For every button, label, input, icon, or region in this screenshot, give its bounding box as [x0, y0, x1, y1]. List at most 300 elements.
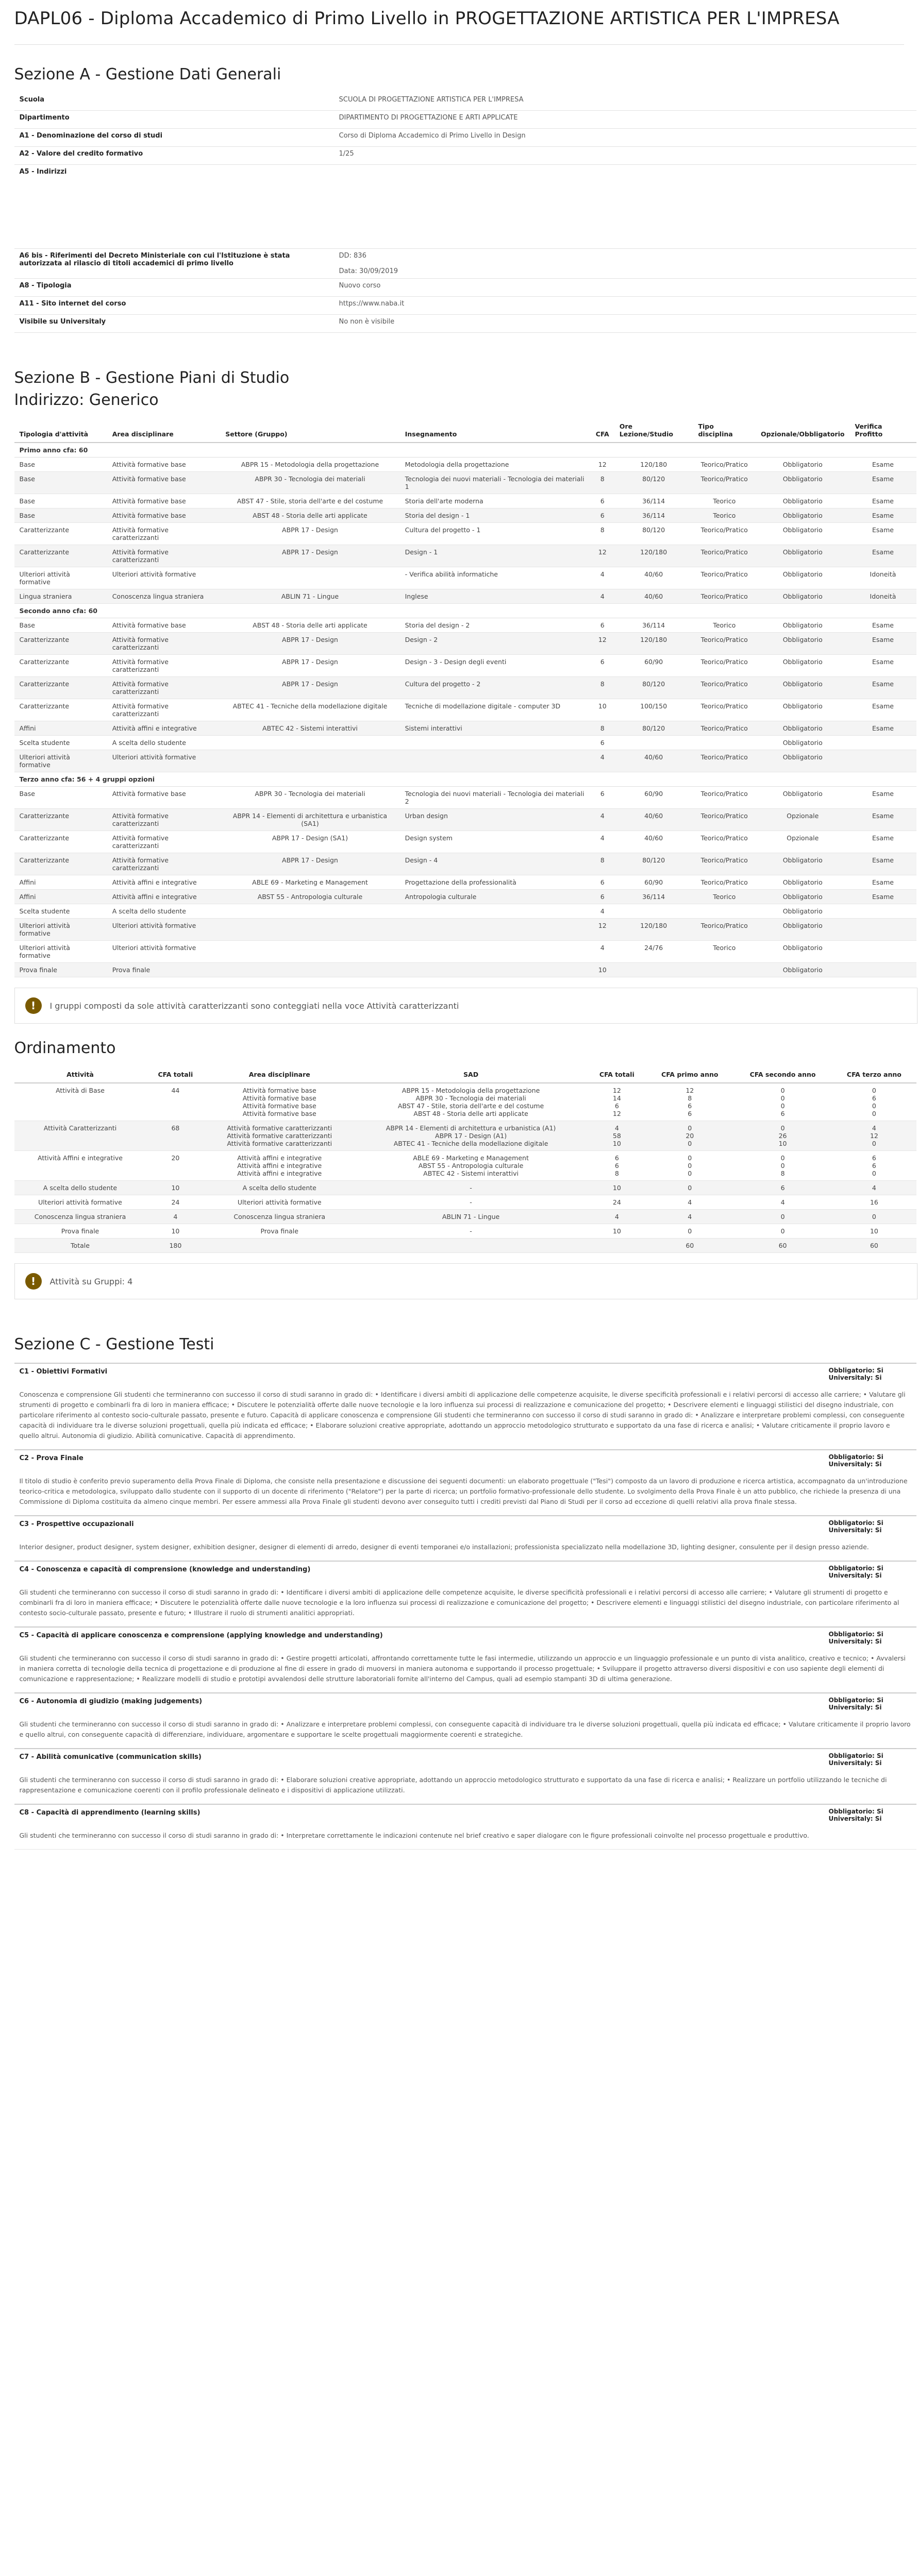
table-cell: 4 — [733, 1195, 832, 1210]
year-group-label: Secondo anno cfa: 60 — [14, 604, 916, 618]
table-cell: 8 — [591, 523, 614, 545]
table-cell: 4 — [146, 1210, 205, 1224]
table-cell — [220, 736, 399, 750]
table-row — [14, 1151, 916, 1181]
table-cell: 6 — [591, 890, 614, 904]
column-header: Area disciplinare — [205, 1066, 354, 1083]
table-cell: Ulteriori attività formative — [107, 941, 221, 963]
table-cell: Caratterizzante — [14, 655, 107, 677]
column-header: Insegnamento — [400, 418, 591, 443]
table-cell — [220, 941, 399, 963]
table-cell: 0 20 0 — [646, 1121, 733, 1151]
table-cell: Attività formative base — [107, 457, 221, 472]
table-cell: 120/180 — [614, 457, 693, 472]
table-cell: 12 — [591, 919, 614, 941]
text-item-body: Interior designer, product designer, system designer, exhibition designer, designer di elementi di arredo, designer di eventi temporanei e/o installazioni; professionista specializzato nella modellazione 3D, lighting designer, consulente per il design presso aziende. — [14, 1537, 916, 1561]
table-cell: Base — [14, 457, 107, 472]
table-cell: Obbligatorio — [756, 890, 849, 904]
year-group-row — [14, 772, 916, 787]
table-cell: Obbligatorio — [756, 904, 849, 919]
table-cell: 8 — [591, 853, 614, 875]
table-cell: Attività formative base — [107, 787, 221, 809]
text-item-flags: Obbligatorio: Si Universitaly: Si — [824, 1516, 916, 1537]
table-cell: 4 — [588, 1210, 646, 1224]
text-item-flags: Obbligatorio: Si Universitaly: Si — [824, 1693, 916, 1714]
table-cell: Obbligatorio — [756, 589, 849, 604]
table-row — [14, 963, 916, 977]
table-cell: 20 — [146, 1151, 205, 1181]
table-cell: Esame — [849, 853, 916, 875]
general-data-value: 1/25 — [334, 147, 916, 165]
section-a-table — [14, 93, 916, 333]
table-cell: Teorico — [693, 494, 756, 509]
table-cell: Teorico/Pratico — [693, 523, 756, 545]
table-cell — [400, 750, 591, 772]
table-cell: Attività affini e integrative — [107, 890, 221, 904]
general-data-value: DIPARTIMENTO DI PROGETTAZIONE E ARTI APPLICATE — [334, 111, 916, 129]
year-group-row — [14, 604, 916, 618]
table-cell: A scelta dello studente — [205, 1181, 354, 1195]
table-cell: 6 — [591, 655, 614, 677]
table-cell: Obbligatorio — [756, 472, 849, 494]
table-cell: Storia del design - 2 — [400, 618, 591, 633]
general-data-row — [14, 147, 916, 165]
table-cell: 10 — [832, 1224, 916, 1239]
table-cell — [400, 736, 591, 750]
table-cell: 16 — [832, 1195, 916, 1210]
warning-icon: ! — [25, 997, 42, 1014]
table-row — [14, 567, 916, 589]
table-cell: Teorico/Pratico — [693, 831, 756, 853]
table-cell — [205, 1239, 354, 1253]
text-item-body: Gli studenti che termineranno con successo il corso di studi saranno in grado di: • Elaborare soluzioni creative appropriate, adottando un approccio metodologico strutturato e supportato da una fase di ricerca e analisi; • Realizzare un portfolio utilizzando le tecniche di rappresentazione e comunicazione coerenti con il profilo professionale delineato e i dispositivi di applicazione utilizzati. — [14, 1770, 916, 1804]
table-cell: Esame — [849, 457, 916, 472]
table-cell: Teorico/Pratico — [693, 787, 756, 809]
table-cell: Caratterizzante — [14, 523, 107, 545]
table-cell: Obbligatorio — [756, 545, 849, 567]
table-cell: 0 — [733, 1224, 832, 1239]
table-cell: Opzionale — [756, 809, 849, 831]
table-cell: Teorico/Pratico — [693, 677, 756, 699]
table-cell: Esame — [849, 875, 916, 890]
table-cell: ABPR 14 - Elementi di architettura e urbanistica (SA1) — [220, 809, 399, 831]
table-cell: Attività formative base — [107, 618, 221, 633]
text-item-header-row — [14, 1627, 916, 1648]
table-cell — [354, 1239, 588, 1253]
table-cell: 60/90 — [614, 875, 693, 890]
year-group-row — [14, 443, 916, 457]
text-item-body: Conoscenza e comprensione Gli studenti che termineranno con successo il corso di studi saranno in grado di: • Identificare i diversi ambiti di applicazione delle competenze acquisite, le diverse specificità professionali e i relativi percorsi di accesso alle carriere; • Valutare gli strumenti di progetto e combinarli fra di loro in maniera efficace; • Discutere le potenzialità offerte dalle nuove tecnologie e la loro influenza sui processi di realizzazione e comunicazione del progetto; • Descrivere elementi e linguaggi stilistici del disegno industriale, con particolare riferimento al contesto socio-culturale passato, presente e futuro. Capacità di applicare conoscenza e comprensione Gli studenti che termineranno con successo il corso di studi saranno in grado di: • Analizzare e interpretare problemi complessi, con conseguente capacità di individuare tra le diverse soluzioni progettuali, quella più indicata ed efficace; • Elaborare soluzioni creative appropriate, adottando un approccio metodologico strutturato e supportato da una fase di ricerca e analisi; • Valutare criticamente il proprio lavoro e quello altrui. Autonomia di giudizio. Abilità comunicative. Capacità di apprendimento. — [14, 1384, 916, 1450]
table-cell: Conoscenza lingua straniera — [14, 1210, 146, 1224]
general-data-key: A11 - Sito internet del corso — [14, 297, 334, 315]
table-cell — [614, 963, 693, 977]
section-c-heading: Sezione C - Gestione Testi — [14, 1335, 214, 1353]
table-cell: - — [354, 1181, 588, 1195]
general-data-row — [14, 129, 916, 147]
section-b-heading: Sezione B - Gestione Piani di Studio — [14, 369, 290, 387]
table-cell: Cultura del progetto - 1 — [400, 523, 591, 545]
table-cell: 80/120 — [614, 523, 693, 545]
table-cell: Esame — [849, 633, 916, 655]
table-cell: Storia del design - 1 — [400, 509, 591, 523]
table-cell: 80/120 — [614, 853, 693, 875]
table-cell: Ulteriori attività formative — [14, 919, 107, 941]
table-cell: Ulteriori attività formative — [107, 919, 221, 941]
table-cell: Conoscenza lingua straniera — [205, 1210, 354, 1224]
table-cell: Attività formative caratterizzanti — [107, 633, 221, 655]
year-group-label: Terzo anno cfa: 56 + 4 gruppi opzioni — [14, 772, 916, 787]
table-cell — [400, 963, 591, 977]
table-cell: Antropologia culturale — [400, 890, 591, 904]
table-cell: 12 14 6 12 — [588, 1083, 646, 1121]
text-item-body-row — [14, 1825, 916, 1850]
table-cell: ABST 48 - Storia delle arti applicate — [220, 618, 399, 633]
table-cell: Obbligatorio — [756, 736, 849, 750]
table-cell: ABPR 17 - Design — [220, 523, 399, 545]
table-cell: ABTEC 41 - Tecniche della modellazione digitale — [220, 699, 399, 721]
table-row — [14, 736, 916, 750]
table-cell: ABLIN 71 - Lingue — [354, 1210, 588, 1224]
table-row — [14, 750, 916, 772]
text-item-header-row — [14, 1516, 916, 1537]
table-cell: 80/120 — [614, 721, 693, 736]
text-item-title: C8 - Capacità di apprendimento (learning skills) — [14, 1804, 824, 1825]
text-item-body-row — [14, 1770, 916, 1804]
table-cell: Ulteriori attività formative — [14, 941, 107, 963]
table-cell: 10 — [591, 963, 614, 977]
general-data-key: A2 - Valore del credito formativo — [14, 147, 334, 165]
table-cell: Teorico/Pratico — [693, 875, 756, 890]
groups-notice-text: I gruppi composti da sole attività caratterizzanti sono conteggiati nella voce Attività caratterizzanti — [49, 1001, 459, 1011]
table-cell: Obbligatorio — [756, 919, 849, 941]
table-cell: Base — [14, 494, 107, 509]
table-cell: Design - 3 - Design degli eventi — [400, 655, 591, 677]
table-cell: Ulteriori attività formative — [107, 567, 221, 589]
table-cell — [400, 919, 591, 941]
table-cell: 8 — [591, 472, 614, 494]
table-cell: Esame — [849, 721, 916, 736]
table-cell: Affini — [14, 890, 107, 904]
general-data-key: A8 - Tipologia — [14, 279, 334, 297]
table-cell: ABPR 17 - Design — [220, 545, 399, 567]
general-data-key: Dipartimento — [14, 111, 334, 129]
table-cell: 60 — [733, 1239, 832, 1253]
table-cell: 36/114 — [614, 509, 693, 523]
table-cell: Esame — [849, 809, 916, 831]
table-cell: 4 — [591, 831, 614, 853]
table-cell: Attività formative caratterizzanti — [107, 809, 221, 831]
table-cell: Totale — [14, 1239, 146, 1253]
table-cell: Teorico/Pratico — [693, 545, 756, 567]
warning-icon: ! — [25, 1273, 42, 1290]
table-cell: ABPR 17 - Design — [220, 853, 399, 875]
text-item-title: C6 - Autonomia di giudizio (making judgements) — [14, 1693, 824, 1714]
table-cell — [849, 919, 916, 941]
text-item-title: C7 - Abilità comunicative (communication skills) — [14, 1749, 824, 1770]
text-item-title: C5 - Capacità di applicare conoscenza e comprensione (applying knowledge and understanding) — [14, 1627, 824, 1648]
year-group-label: Primo anno cfa: 60 — [14, 443, 916, 457]
text-item-flags: Obbligatorio: Si Universitaly: Si — [824, 1450, 916, 1471]
table-cell: Esame — [849, 494, 916, 509]
table-cell: 40/60 — [614, 831, 693, 853]
table-cell: Esame — [849, 677, 916, 699]
text-item-body-row — [14, 1471, 916, 1516]
text-item-body: Gli studenti che termineranno con successo il corso di studi saranno in grado di: • Gestire progetti articolati, affrontando correttamente tutte le fasi intermedie, utilizzando un approccio e un linguaggio professionale e un punto di vista analitico, creativo e tecnico; • Avvalersi in maniera corretta di tecnologie della tecnica di progettazione e di produzione al fine di essere in grado di muoversi in maniera autonoma e supportando il processo progettuale; • Sviluppare il progetto attraverso diversi dispositivi e con uso sapiente degli elementi di comunicazione e rappresentazione; • Realizzare modelli di studio e prototipi avvalendosi delle strutture laboratoriali fornite all'interno del Campus, quali ad esempio stampanti 3D di ultima generazione. — [14, 1648, 916, 1693]
table-cell: 180 — [146, 1239, 205, 1253]
table-cell: ABST 55 - Antropologia culturale — [220, 890, 399, 904]
table-cell: 12 — [591, 633, 614, 655]
table-cell: Teorico/Pratico — [693, 919, 756, 941]
table-row — [14, 457, 916, 472]
table-cell: Teorico/Pratico — [693, 809, 756, 831]
column-header: CFA primo anno — [646, 1066, 733, 1083]
table-cell: 4 — [591, 567, 614, 589]
table-cell: 24/76 — [614, 941, 693, 963]
table-row — [14, 721, 916, 736]
table-cell: - Verifica abilità informatiche — [400, 567, 591, 589]
table-cell: Urban design — [400, 809, 591, 831]
table-cell: ABPR 30 - Tecnologia dei materiali — [220, 472, 399, 494]
table-cell: Prova finale — [14, 1224, 146, 1239]
table-cell: Ulteriori attività formative — [14, 1195, 146, 1210]
table-cell — [849, 736, 916, 750]
table-cell: Teorico — [693, 509, 756, 523]
table-cell: 36/114 — [614, 890, 693, 904]
table-cell: Esame — [849, 787, 916, 809]
table-row — [14, 633, 916, 655]
table-cell: Obbligatorio — [756, 787, 849, 809]
table-cell: 40/60 — [614, 567, 693, 589]
table-cell: 68 — [146, 1121, 205, 1151]
table-cell: Obbligatorio — [756, 963, 849, 977]
table-cell: Attività formative caratterizzanti — [107, 655, 221, 677]
section-a-heading: Sezione A - Gestione Dati Generali — [14, 65, 281, 83]
table-cell — [693, 736, 756, 750]
table-cell: Design system — [400, 831, 591, 853]
table-cell: ABST 48 - Storia delle arti applicate — [220, 509, 399, 523]
table-row — [14, 677, 916, 699]
table-cell: Base — [14, 472, 107, 494]
table-cell — [693, 963, 756, 977]
table-cell: 120/180 — [614, 545, 693, 567]
column-header: CFA terzo anno — [832, 1066, 916, 1083]
text-item-header-row — [14, 1363, 916, 1384]
table-cell: 10 — [146, 1181, 205, 1195]
table-cell: Design - 4 — [400, 853, 591, 875]
table-cell: Tecniche di modellazione digitale - computer 3D — [400, 699, 591, 721]
table-cell: Teorico/Pratico — [693, 721, 756, 736]
table-cell: 44 — [146, 1083, 205, 1121]
general-data-row — [14, 315, 916, 333]
table-cell: Teorico — [693, 618, 756, 633]
text-item-body-row — [14, 1582, 916, 1627]
table-row — [14, 831, 916, 853]
table-cell: 100/150 — [614, 699, 693, 721]
text-item-body: Gli studenti che termineranno con successo il corso di studi saranno in grado di: • Interpretare correttamente le indicazioni contenute nel brief creativo e saper dialogare con le figure professionali coinvolte nel processo progettuale e produttivo. — [14, 1825, 916, 1850]
table-cell: Ulteriori attività formative — [107, 750, 221, 772]
table-cell: Sistemi interattivi — [400, 721, 591, 736]
table-row — [14, 1224, 916, 1239]
column-header: CFA — [591, 418, 614, 443]
table-cell: 0 0 8 — [733, 1151, 832, 1181]
table-cell: Teorico — [693, 941, 756, 963]
table-cell: 0 0 0 — [646, 1151, 733, 1181]
table-cell: ABPR 30 - Tecnologia dei materiali — [220, 787, 399, 809]
table-cell: Caratterizzante — [14, 853, 107, 875]
table-cell: Cultura del progetto - 2 — [400, 677, 591, 699]
table-cell: Idoneità — [849, 589, 916, 604]
table-cell: 24 — [588, 1195, 646, 1210]
general-data-value — [334, 165, 916, 249]
table-cell — [220, 904, 399, 919]
table-cell: Attività affini e integrative — [107, 875, 221, 890]
table-cell: Obbligatorio — [756, 721, 849, 736]
table-row — [14, 890, 916, 904]
table-cell: 6 — [591, 787, 614, 809]
table-cell: A scelta dello studente — [14, 1181, 146, 1195]
table-cell: 4 — [591, 589, 614, 604]
column-header: CFA secondo anno — [733, 1066, 832, 1083]
table-cell: Caratterizzante — [14, 677, 107, 699]
table-cell: Inglese — [400, 589, 591, 604]
column-header: Attività — [14, 1066, 146, 1083]
text-item-title: C2 - Prova Finale — [14, 1450, 824, 1471]
general-data-row — [14, 297, 916, 315]
table-row — [14, 1083, 916, 1121]
table-cell: A scelta dello studente — [107, 904, 221, 919]
table-cell — [614, 904, 693, 919]
table-cell — [693, 904, 756, 919]
table-cell: Attività affini e integrative Attività affini e integrative Attività affini e integrative — [205, 1151, 354, 1181]
table-row — [14, 853, 916, 875]
column-header: Verifica Profitto — [849, 418, 916, 443]
table-cell: ABST 47 - Stile, storia dell'arte e del costume — [220, 494, 399, 509]
table-cell: Teorico/Pratico — [693, 750, 756, 772]
table-cell: Affini — [14, 721, 107, 736]
table-cell: Teorico/Pratico — [693, 633, 756, 655]
table-cell: Esame — [849, 890, 916, 904]
table-cell: Obbligatorio — [756, 509, 849, 523]
table-cell: Obbligatorio — [756, 655, 849, 677]
table-cell: Lingua straniera — [14, 589, 107, 604]
table-cell: 6 — [591, 736, 614, 750]
table-cell: 12 — [591, 457, 614, 472]
table-cell: Teorico — [693, 890, 756, 904]
general-data-key: A1 - Denominazione del corso di studi — [14, 129, 334, 147]
table-cell: Idoneità — [849, 567, 916, 589]
table-row — [14, 1239, 916, 1253]
table-cell: Affini — [14, 875, 107, 890]
table-cell: 6 — [591, 618, 614, 633]
table-cell: Conoscenza lingua straniera — [107, 589, 221, 604]
table-cell: 80/120 — [614, 472, 693, 494]
table-cell: 10 — [146, 1224, 205, 1239]
table-cell: Ulteriori attività formative — [205, 1195, 354, 1210]
text-item-header-row — [14, 1693, 916, 1714]
column-header: Ore Lezione/Studio — [614, 418, 693, 443]
table-cell: Design - 2 — [400, 633, 591, 655]
table-cell: 10 — [588, 1224, 646, 1239]
column-header: Tipologia d'attività — [14, 418, 107, 443]
ordinamento-table — [14, 1066, 916, 1253]
column-header: Area disciplinare — [107, 418, 221, 443]
table-cell: 60/90 — [614, 655, 693, 677]
table-cell: A scelta dello studente — [107, 736, 221, 750]
table-cell: 0 6 0 0 — [832, 1083, 916, 1121]
groups-count-text: Attività su Gruppi: 4 — [49, 1276, 133, 1286]
table-cell: Esame — [849, 699, 916, 721]
table-cell: Storia dell'arte moderna — [400, 494, 591, 509]
table-cell: Obbligatorio — [756, 853, 849, 875]
table-cell: Attività formative base — [107, 509, 221, 523]
table-cell: Obbligatorio — [756, 567, 849, 589]
table-cell: 4 — [591, 809, 614, 831]
table-cell — [849, 904, 916, 919]
table-cell: Base — [14, 787, 107, 809]
table-cell: 6 6 8 — [588, 1151, 646, 1181]
table-cell: 6 — [591, 509, 614, 523]
table-cell: Base — [14, 509, 107, 523]
table-cell: 0 — [646, 1181, 733, 1195]
general-data-value: SCUOLA DI PROGETTAZIONE ARTISTICA PER L'IMPRESA — [334, 93, 916, 111]
table-row — [14, 941, 916, 963]
text-item-flags: Obbligatorio: Si Universitaly: Si — [824, 1749, 916, 1770]
table-cell: Teorico/Pratico — [693, 655, 756, 677]
table-cell: Teorico/Pratico — [693, 457, 756, 472]
table-row — [14, 494, 916, 509]
table-row — [14, 545, 916, 567]
general-data-value: Nuovo corso — [334, 279, 916, 297]
table-cell: Tecnologia dei nuovi materiali - Tecnologia dei materiali 2 — [400, 787, 591, 809]
table-cell: 4 — [832, 1181, 916, 1195]
table-cell: 60/90 — [614, 787, 693, 809]
table-cell: ABLE 69 - Marketing e Management ABST 55 - Antropologia culturale ABTEC 42 - Sistemi interattivi — [354, 1151, 588, 1181]
table-cell: Caratterizzante — [14, 633, 107, 655]
text-item-flags: Obbligatorio: Si Universitaly: Si — [824, 1363, 916, 1384]
study-plan-table — [14, 418, 916, 977]
table-cell: ABLIN 71 - Lingue — [220, 589, 399, 604]
text-item-header-row — [14, 1450, 916, 1471]
groups-notice — [14, 988, 917, 1024]
groups-count-notice — [14, 1263, 917, 1299]
table-cell: Attività Affini e integrative — [14, 1151, 146, 1181]
table-cell: Attività Caratterizzanti — [14, 1121, 146, 1151]
table-cell: 36/114 — [614, 618, 693, 633]
table-cell: Esame — [849, 523, 916, 545]
general-data-row — [14, 279, 916, 297]
table-cell: ABPR 15 - Metodologia della progettazione ABPR 30 - Tecnologia dei materiali ABST 47 - Stile, storia dell'arte e del costume ABST 48 - Storia delle arti applicate — [354, 1083, 588, 1121]
table-cell — [400, 904, 591, 919]
table-cell: Teorico/Pratico — [693, 853, 756, 875]
table-cell: Teorico/Pratico — [693, 567, 756, 589]
table-cell: 12 8 6 6 — [646, 1083, 733, 1121]
table-cell: - — [354, 1195, 588, 1210]
table-cell: Teorico/Pratico — [693, 699, 756, 721]
table-cell: Attività formative caratterizzanti — [107, 831, 221, 853]
column-header: Opzionale/Obbligatorio — [756, 418, 849, 443]
table-cell: 10 — [591, 699, 614, 721]
table-cell: ABPR 17 - Design — [220, 633, 399, 655]
table-row — [14, 509, 916, 523]
general-data-value: No non è visibile — [334, 315, 916, 333]
table-cell — [849, 963, 916, 977]
page — [8, 0, 910, 1870]
general-data-value: Corso di Diploma Accademico di Primo Livello in Design — [334, 129, 916, 147]
text-item-body-row — [14, 1714, 916, 1749]
table-cell — [400, 941, 591, 963]
table-cell: Attività formative base — [107, 494, 221, 509]
table-cell: ABPR 15 - Metodologia della progettazione — [220, 457, 399, 472]
